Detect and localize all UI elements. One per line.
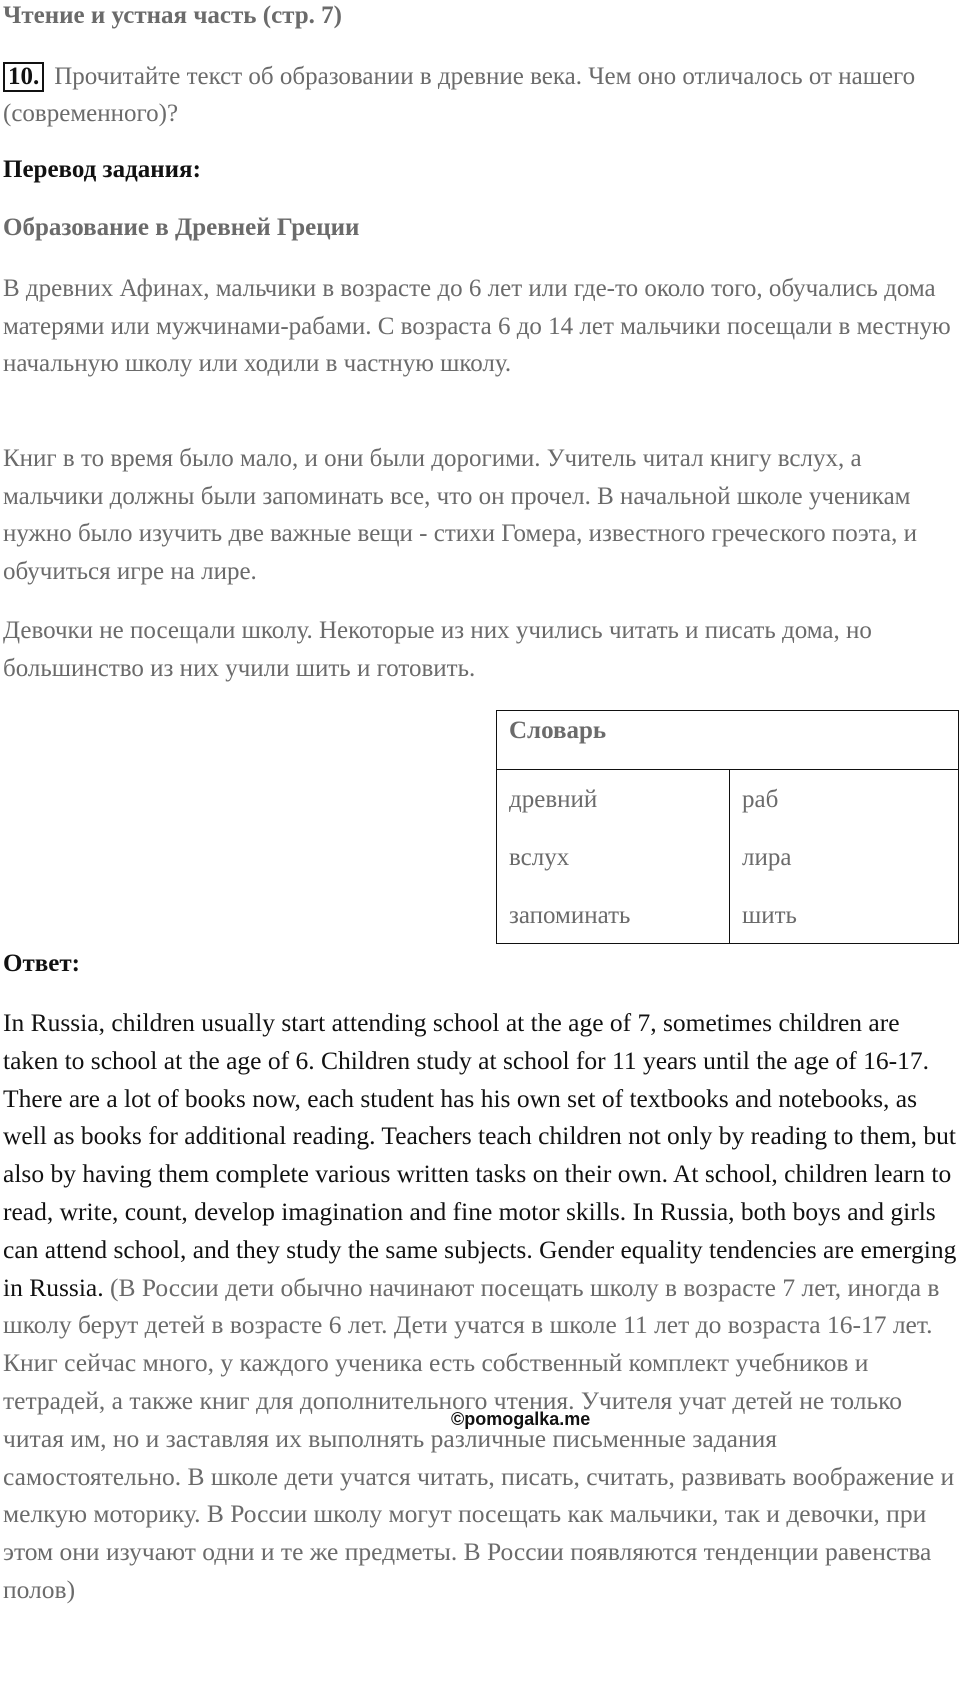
vocabulary-title: Словарь	[509, 717, 607, 744]
answer-russian: (В России дети обычно начинают посещать школу в возрасте 7 лет, иногда в школу берут детей в возрасте 6 лет. Дети учатся в школе 11 лет до возраста 16-17 лет. Книг сейчас много, у каждого ученика есть собственный комплект учебников и тетрадей, а также книг для дополнительного чтения. Учителя учат детей не только читая им, но и заставляя их выполнять различные письменные задания самостоятельно. В школе дети учатся читать, писать, считать, развивать воображение и мелкую моторику. В России школу могут посещать как мальчики, так и девочки, при этом они изучают одни и те же предметы. В России появляются тенденции равенства полов)	[3, 1272, 955, 1604]
vocabulary-column-left	[509, 771, 630, 945]
task-text: Прочитайте текст об образовании в древние века. Чем оно отличалось от нашего (современного)?	[3, 63, 916, 127]
vocabulary-word: вслух	[509, 844, 570, 871]
vocabulary-word: лира	[742, 844, 792, 871]
vocabulary-word: раб	[742, 786, 779, 813]
translation-paragraph-3: Девочки не посещали школу. Некоторые из них учились читать и писать дома, но большинство из них учили шить и готовить.	[3, 617, 872, 682]
translation-title: Образование в Древней Греции	[3, 214, 360, 241]
vocabulary-divider-vertical	[729, 769, 730, 943]
task-number-badge: 10.	[3, 62, 44, 92]
watermark: ©pomogalka.me	[451, 1409, 591, 1429]
vocabulary-word: запоминать	[509, 902, 631, 929]
vocabulary-divider-horizontal	[497, 769, 958, 770]
answer-english: In Russia, children usually start attending school at the age of 7, sometimes children are taken to school at the age of 6. Children study at school for 11 years until the age of 16-17. There are a lot of books now, each student has his own set of textbooks and notebooks, as well as books for additional reading. Teachers teach children not only by reading to them, but also by having them complete various written tasks on their own. At school, children learn to read, write, count, develop imagination and fine motor skills. In Russia, both boys and girls can attend school, and they study the same subjects. Gender equality tendencies are emerging in Russia.	[3, 1008, 957, 1302]
vocabulary-word: шить	[742, 902, 797, 929]
translation-heading: Перевод задания:	[3, 156, 201, 183]
vocabulary-table	[496, 710, 959, 944]
vocabulary-word: древний	[509, 786, 598, 813]
translation-paragraph-1: В древних Афинах, мальчики в возрасте до 6 лет или где-то около того, обучались дома матерями или мужчинами-рабами. С возраста 6 до 14 лет мальчики посещали в местную начальную школу или ходили в частную школу.	[3, 275, 951, 377]
page-header: Чтение и устная часть (стр. 7)	[3, 2, 343, 29]
answer-heading: Ответ:	[3, 950, 80, 977]
vocabulary-column-right	[742, 771, 797, 945]
translation-paragraph-2: Книг в то время было мало, и они были дорогими. Учитель читал книгу вслух, а мальчики должны были запоминать все, что он прочел. В начальной школе ученикам нужно было изучить две важные вещи - стихи Гомера, известного греческого поэта, и обучиться игре на лире.	[3, 445, 917, 585]
task-block	[3, 58, 958, 132]
answer-text	[3, 1004, 958, 1609]
